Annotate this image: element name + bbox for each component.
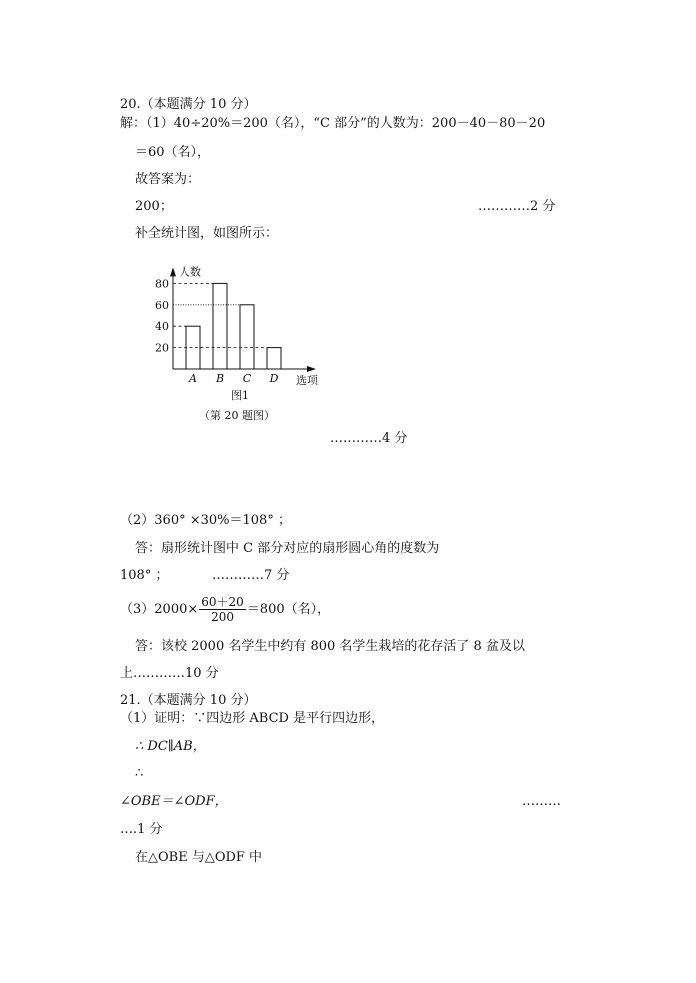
q20-p2-line3-left: 108° ； xyxy=(120,568,169,583)
q20-p3-answer2: 上…………10 分 xyxy=(120,666,219,681)
q20-p3-numerator: 60＋20 xyxy=(201,595,244,609)
q20-p3-equation xyxy=(120,593,330,627)
q21-line5: ….1 分 xyxy=(120,822,163,837)
q20-p3-fraction xyxy=(199,595,246,624)
q20-line4-score: …………2 分 xyxy=(478,199,556,214)
figure-caption: （第 20 题图） xyxy=(199,409,275,422)
q20-p3-suffix: ＝800（名）， xyxy=(246,602,331,617)
y-axis-arrow xyxy=(170,267,176,276)
q21-header: 21.（本题满分 10 分） xyxy=(120,693,257,708)
bar xyxy=(240,305,254,369)
q21-line4-left: ∠OBE＝∠ODF， xyxy=(120,794,228,809)
q20-line2: ＝60（名）， xyxy=(135,145,211,160)
q21-line1: （1）证明：∵四边形 ABCD 是平行四边形， xyxy=(120,711,385,726)
q21-line4-dots: ……… xyxy=(522,794,561,809)
x-axis-arrow xyxy=(307,366,316,372)
q20-p2-line3-score: …………7 分 xyxy=(212,568,290,583)
bar xyxy=(213,283,227,369)
q21-line2: ∴ DC∥AB， xyxy=(135,739,206,754)
q20-line1: 解：（1）40÷20%＝200（名），“C 部分”的人数为：200－40－80－20 xyxy=(120,116,546,131)
x-tick-label: D xyxy=(269,372,279,385)
y-tick-label: 40 xyxy=(155,320,169,334)
q21-line3: ∴ xyxy=(135,766,144,781)
y-tick-label: 80 xyxy=(155,277,169,291)
q20-p3-answer1: 答：该校 2000 名学生中约有 800 名学生栽培的花存活了 8 盆及以 xyxy=(135,639,525,654)
q20-p3-prefix: （3）2000× xyxy=(120,602,199,617)
bar-chart xyxy=(140,252,340,427)
q21-line6: 在△OBE 与△ODF 中 xyxy=(135,850,263,865)
x-tick-label: C xyxy=(242,372,252,385)
y-tick-label: 20 xyxy=(155,341,169,355)
q20-p3-denominator: 200 xyxy=(211,610,234,624)
x-axis-label: 选项 xyxy=(296,374,318,387)
q20-header: 20.（本题满分 10 分） xyxy=(120,97,257,112)
q20-score-4: …………4 分 xyxy=(330,431,408,446)
q20-line4-left: 200； xyxy=(135,199,173,214)
chart-caption: 图1 xyxy=(231,389,249,402)
q20-p2-line1: （2）360° ×30%＝108° ； xyxy=(120,513,291,528)
x-tick-label: A xyxy=(189,372,197,385)
y-axis-label: 人数 xyxy=(179,265,201,279)
q20-p2-line2: 答：扇形统计图中 C 部分对应的扇形圆心角的度数为 xyxy=(135,541,440,556)
bar xyxy=(267,348,281,369)
q20-line3: 故答案为： xyxy=(135,172,201,187)
x-tick-label: B xyxy=(215,372,225,385)
y-tick-label: 60 xyxy=(155,298,169,312)
q20-line5: 补全统计图，如图所示： xyxy=(135,226,279,241)
